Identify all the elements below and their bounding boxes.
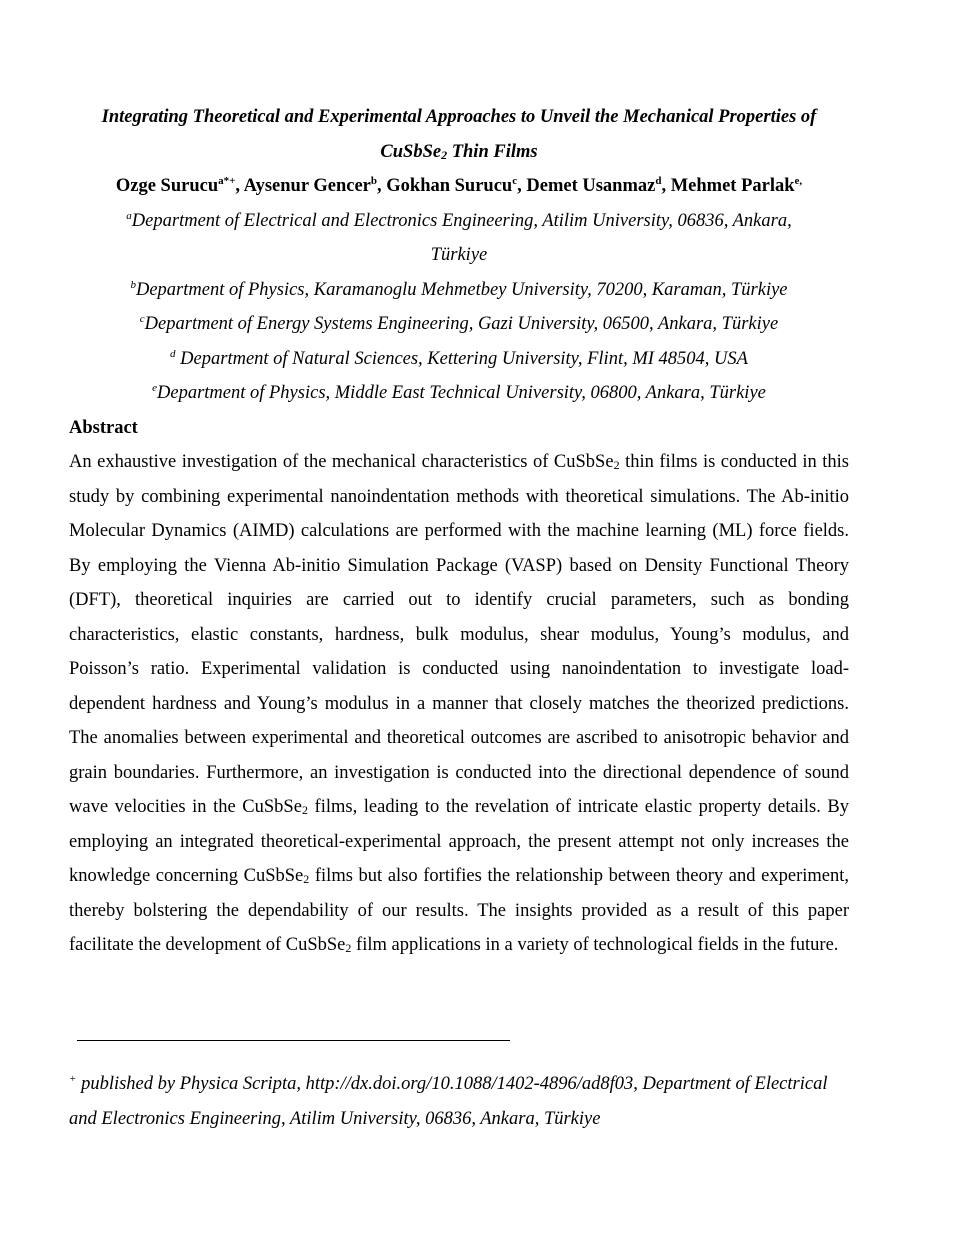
author-affiliation-mark: e, xyxy=(794,174,803,187)
affiliation-mark: a xyxy=(126,209,132,222)
abstract-text: films but also fortifies the relationship between theory and experiment, thereby bolstering the dependability of our results. The insights provided as a result of this paper facilitate the development of CuSbSe xyxy=(69,866,849,955)
author xyxy=(671,176,802,196)
footnote-mark: + xyxy=(69,1072,77,1085)
title-line-1: Integrating Theoretical and Experimental Approaches to Unveil the Mechanical Properties of xyxy=(101,107,817,127)
formula-subscript: 2 xyxy=(613,458,620,472)
affiliation-b xyxy=(69,273,849,308)
title-formula-subscript: 2 xyxy=(441,147,448,162)
footnote-separator xyxy=(77,1040,510,1041)
affiliation-mark: b xyxy=(130,278,136,291)
author-name: Aysenur Gencer xyxy=(243,176,371,196)
affiliation-text: Department of Physics, Middle East Technical University, 06800, Ankara, Türkiye xyxy=(157,383,766,403)
footnote-text: published by Physica Scripta, http://dx.doi.org/10.1088/1402-4896/ad8f03, Department of Electrical and Electronics Engineering, Atilim University, 06836, Ankara, Türkiye xyxy=(69,1074,828,1129)
formula-subscript: 2 xyxy=(301,803,308,817)
formula-subscript: 2 xyxy=(303,872,310,886)
abstract-heading: Abstract xyxy=(69,417,138,438)
affiliation-text: Department of Natural Sciences, Kettering University, Flint, MI 48504, USA xyxy=(175,348,748,369)
author-affiliation-mark: a*+ xyxy=(218,174,236,187)
author-separator: , xyxy=(235,176,244,196)
author-name: Gokhan Surucu xyxy=(386,176,513,196)
author xyxy=(386,176,526,196)
footnote xyxy=(69,1067,849,1136)
abstract-text: films, leading to the revelation of intricate elastic property details. By employing an integrated theoretical-experimental approach, the present attempt not only increases the knowledge concerning CuSbSe xyxy=(69,797,849,886)
affiliation-text: Department of Physics, Karamanoglu Mehmetbey University, 70200, Karaman, Türkiye xyxy=(135,279,788,300)
author-separator: , xyxy=(517,176,527,196)
author xyxy=(526,176,670,196)
author-affiliation-mark: d xyxy=(655,174,662,187)
title-line-2 xyxy=(380,142,537,162)
formula-subscript: 2 xyxy=(345,941,352,955)
abstract-body xyxy=(69,445,849,963)
author-separator: , xyxy=(661,176,671,196)
paper-first-page xyxy=(69,100,849,963)
title-suffix: Thin Films xyxy=(447,141,538,162)
author-list xyxy=(69,169,849,204)
abstract-text: film applications in a variety of technological fields in the future. xyxy=(351,935,839,955)
affiliation-mark: c xyxy=(139,312,145,325)
author xyxy=(244,176,387,196)
affiliation-c xyxy=(69,307,849,342)
affiliation-mark: d xyxy=(170,347,176,360)
abstract-text: An exhaustive investigation of the mechanical characteristics of CuSbSe xyxy=(69,452,614,472)
title-formula: CuSbSe xyxy=(380,141,442,162)
author xyxy=(116,176,244,196)
affiliation-text: Department of Energy Systems Engineering, Gazi University, 06500, Ankara, Türkiye xyxy=(144,314,779,334)
author-name: Demet Usanmaz xyxy=(526,176,656,196)
affiliation-mark: e xyxy=(152,381,157,394)
author-affiliation-mark: c xyxy=(512,174,518,187)
affiliation-d xyxy=(69,342,849,377)
paper-title xyxy=(69,100,849,169)
affiliation-e xyxy=(69,376,849,411)
affiliation-text-continued: Türkiye xyxy=(430,245,488,265)
author-name: Ozge Surucu xyxy=(115,176,219,196)
author-separator: , xyxy=(377,176,387,196)
affiliation-a xyxy=(69,204,849,273)
affiliation-text: Department of Electrical and Electronics Engineering, Atilim University, 06836, Ankara, xyxy=(131,210,792,231)
abstract-text: thin films is conducted in this study by combining experimental nanoindentation methods with theoretical simulations. The Ab-initio Molecular Dynamics (AIMD) calculations are performed with the machine learning (ML) force fields. By employing the Vienna Ab-initio Simulation Package (VASP) based on Density Functional Theory (DFT), theoretical inquiries are carried out to identify crucial parameters, such as bonding characteristics, elastic constants, hardness, bulk modulus, shear modulus, Young’s modulus, and Poisson’s ratio. Experimental validation is conducted using nanoindentation to investigate load-dependent hardness and Young’s modulus in a manner that closely matches the theorized predictions. The anomalies between experimental and theoretical outcomes are ascribed to anisotropic behavior and grain boundaries. Furthermore, an investigation is conducted into the directional dependence of sound wave velocities in the CuSbSe xyxy=(69,452,849,817)
author-affiliation-mark: b xyxy=(370,174,378,187)
author-name: Mehmet Parlak xyxy=(670,176,795,196)
